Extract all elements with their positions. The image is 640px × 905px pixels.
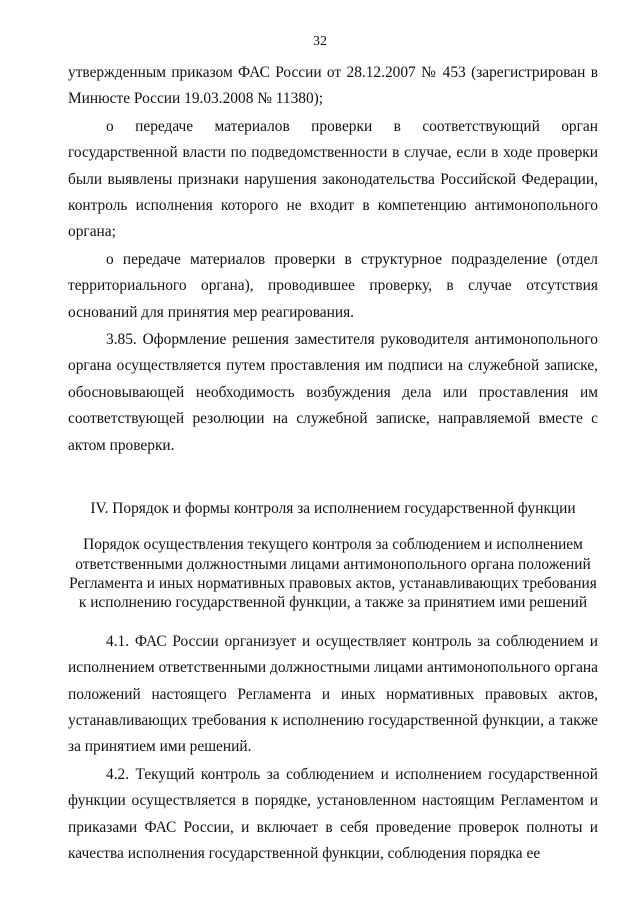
section-subheading: Порядок осуществления текущего контроля за соблюдением и исполнением ответственными должностными лицами антимонопольного органа положений Регламента и иных нормативных правовых актов, устанавливающих требования к исполнению государственной функции, а также за принятием ими решений bbox=[69, 536, 597, 612]
section-heading: IV. Порядок и формы контроля за исполнением государственной функции bbox=[90, 500, 576, 518]
page-number: 32 bbox=[313, 34, 327, 49]
paragraph-3-85: 3.85. Оформление решения заместителя руководителя антимонопольного органа осуществляется путем проставления им подписи на служебной записке, обосновывающей необходимость возбуждения дела или проставления им соответствующей резолюции на служебной записке, направляемой вместе с актом проверки. bbox=[68, 331, 598, 454]
document-body bbox=[68, 60, 598, 867]
paragraph-continuation: утвержденным приказом ФАС России от 28.12.2007 № 453 (зарегистрирован в Минюсте России 19.03.2008 № 11380); bbox=[68, 64, 598, 108]
paragraph-4-1: 4.1. ФАС России организует и осуществляет контроль за соблюдением и исполнением ответственными должностными лицами антимонопольного органа положений настоящего Регламента и иных нормативных правовых актов, устанавливающих требования к исполнению государственной функции, а также за принятием ими решений. bbox=[68, 632, 598, 756]
paragraph-4-2: 4.2. Текущий контроль за соблюдением и исполнением государственной функции осуществляется в порядке, установленном настоящим Регламентом и приказами ФАС России, и включает в себя проведение проверок полноты и качества исполнения государственной функции, соблюдения порядка ее bbox=[68, 765, 598, 862]
paragraph-transfer-to-department: о передаче материалов проверки в структурное подразделение (отдел территориального органа), проводившее проверку, в случае отсутствия оснований для принятия мер реагирования. bbox=[68, 250, 598, 321]
paragraph-transfer-to-authority: о передаче материалов проверки в соответствующий орган государственной власти по подведомственности в случае, если в ходе проверки были выявлены признаки нарушения законодательства Российской Федерации, контроль исполнения которого не входит в компетенцию антимонопольного органа; bbox=[68, 117, 598, 241]
